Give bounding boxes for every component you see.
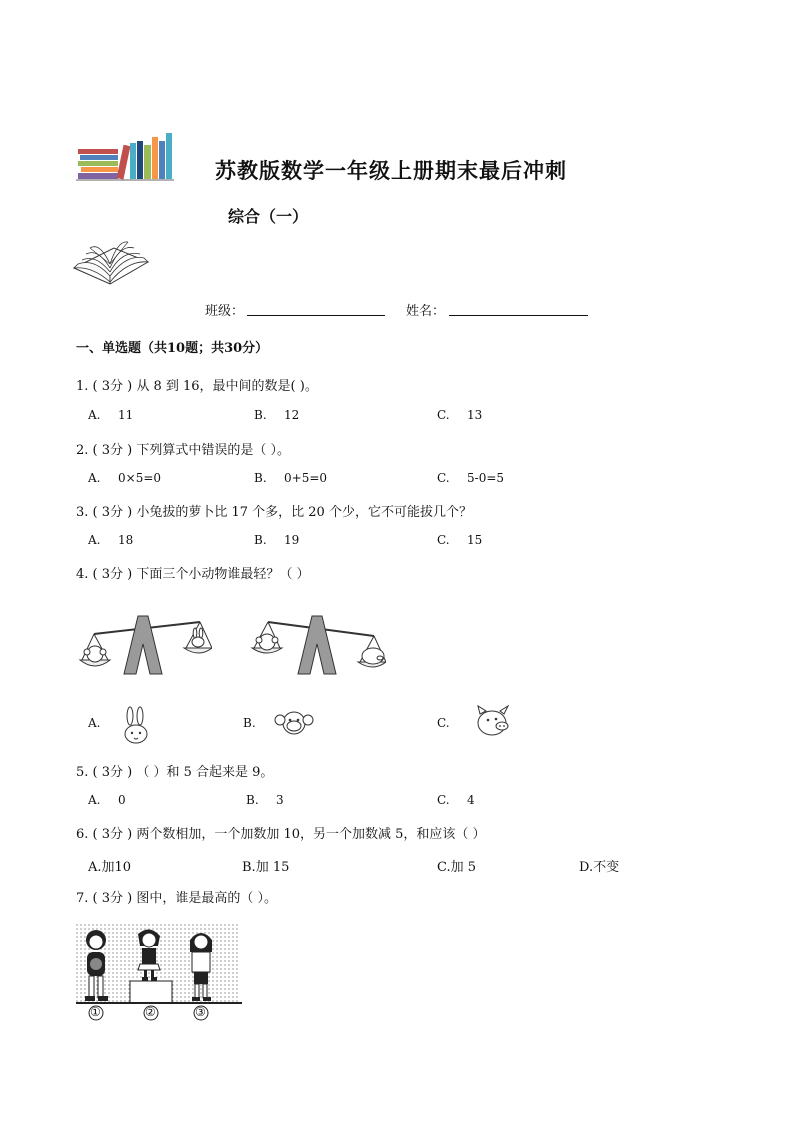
q1-option-c[interactable] xyxy=(437,408,482,422)
pig-icon xyxy=(472,704,514,738)
balance-scale-1 xyxy=(76,604,212,676)
q4-option-b[interactable] xyxy=(243,716,273,730)
q5-option-a[interactable] xyxy=(88,793,126,807)
question-3: 3. ( 3分 ) 小兔拔的萝卜比 17 个多，比 20 个少，它不可能拔几个？ xyxy=(76,505,472,520)
q2-option-a[interactable] xyxy=(88,471,161,485)
name-label: 姓名： xyxy=(406,304,446,319)
monkey-icon xyxy=(272,708,316,738)
question-7: 7. ( 3分 ) 图中，谁是最高的（ ）。 xyxy=(76,891,277,906)
question-2: 2. ( 3分 ) 下列算式中错误的是（ ）。 xyxy=(76,443,290,458)
option-text: 13 xyxy=(467,408,483,422)
option-letter: B. xyxy=(242,860,256,875)
name-field[interactable] xyxy=(449,315,588,316)
question-4: 4. ( 3分 ) 下面三个小动物谁最轻？（ ） xyxy=(76,567,310,582)
section-heading: 一、单选题（共10题；共30分） xyxy=(76,341,269,356)
q6-option-c[interactable] xyxy=(437,856,476,875)
option-letter: A. xyxy=(88,793,101,807)
question-5: 5. ( 3分 ) （ ）和 5 合起来是 9。 xyxy=(76,765,274,780)
balance-scale-2 xyxy=(250,604,386,676)
q2-option-c[interactable] xyxy=(437,471,504,485)
option-text: 0+5=0 xyxy=(284,471,328,485)
page-subtitle: 综合（一） xyxy=(228,207,309,226)
option-letter: B. xyxy=(254,533,267,547)
option-letter: B. xyxy=(243,716,256,730)
option-text: 加 15 xyxy=(255,860,290,875)
q4-option-c[interactable] xyxy=(437,716,467,730)
option-text: 3 xyxy=(276,793,284,807)
q4-option-a[interactable] xyxy=(88,716,118,730)
children-height-figure xyxy=(76,924,242,1022)
option-text: 4 xyxy=(467,793,475,807)
option-letter: A. xyxy=(88,860,102,875)
option-text: 15 xyxy=(467,533,483,547)
class-label: 班级： xyxy=(205,304,245,319)
figure-label-3: ③ xyxy=(195,1005,206,1019)
q6-option-a[interactable] xyxy=(88,856,131,875)
q3-option-b[interactable] xyxy=(254,533,299,547)
q3-option-a[interactable] xyxy=(88,533,133,547)
option-letter: C. xyxy=(437,860,451,875)
q1-option-b[interactable] xyxy=(254,408,299,422)
page-title: 苏教版数学一年级上册期末最后冲刺 xyxy=(215,158,567,183)
option-letter: B. xyxy=(246,793,259,807)
option-letter: B. xyxy=(254,471,267,485)
question-6: 6. ( 3分 ) 两个数相加，一个加数加 10，另一个加数减 5，和应该（ ） xyxy=(76,827,486,842)
figure-label-1: ① xyxy=(90,1005,101,1019)
open-book-icon xyxy=(70,232,152,292)
q6-option-b[interactable] xyxy=(242,856,289,875)
q5-option-c[interactable] xyxy=(437,793,475,807)
books-icon xyxy=(76,131,176,183)
option-letter: A. xyxy=(88,471,101,485)
q5-option-b[interactable] xyxy=(246,793,284,807)
option-letter: A. xyxy=(88,533,101,547)
rabbit-icon xyxy=(118,706,154,746)
option-text: 19 xyxy=(284,533,300,547)
class-field[interactable] xyxy=(247,315,385,316)
option-text: 12 xyxy=(284,408,300,422)
option-text: 5-0=5 xyxy=(467,471,505,485)
option-letter: C. xyxy=(437,471,450,485)
question-1: 1. ( 3分 ) 从 8 到 16，最中间的数是( )。 xyxy=(76,379,318,394)
option-letter: D. xyxy=(579,860,594,875)
option-letter: A. xyxy=(88,716,101,730)
option-letter: C. xyxy=(437,533,450,547)
figure-label-2: ② xyxy=(145,1005,156,1019)
option-text: 加10 xyxy=(101,860,132,875)
option-text: 0×5=0 xyxy=(118,471,162,485)
q6-option-d[interactable] xyxy=(579,856,619,875)
option-letter: A. xyxy=(88,408,101,422)
option-text: 加 5 xyxy=(450,860,477,875)
option-letter: C. xyxy=(437,716,450,730)
option-text: 不变 xyxy=(593,860,620,875)
option-letter: C. xyxy=(437,793,450,807)
q2-option-b[interactable] xyxy=(254,471,327,485)
option-text: 11 xyxy=(118,408,134,422)
option-letter: B. xyxy=(254,408,267,422)
option-text: 18 xyxy=(118,533,134,547)
q3-option-c[interactable] xyxy=(437,533,482,547)
option-letter: C. xyxy=(437,408,450,422)
option-text: 0 xyxy=(118,793,126,807)
q1-option-a[interactable] xyxy=(88,408,133,422)
